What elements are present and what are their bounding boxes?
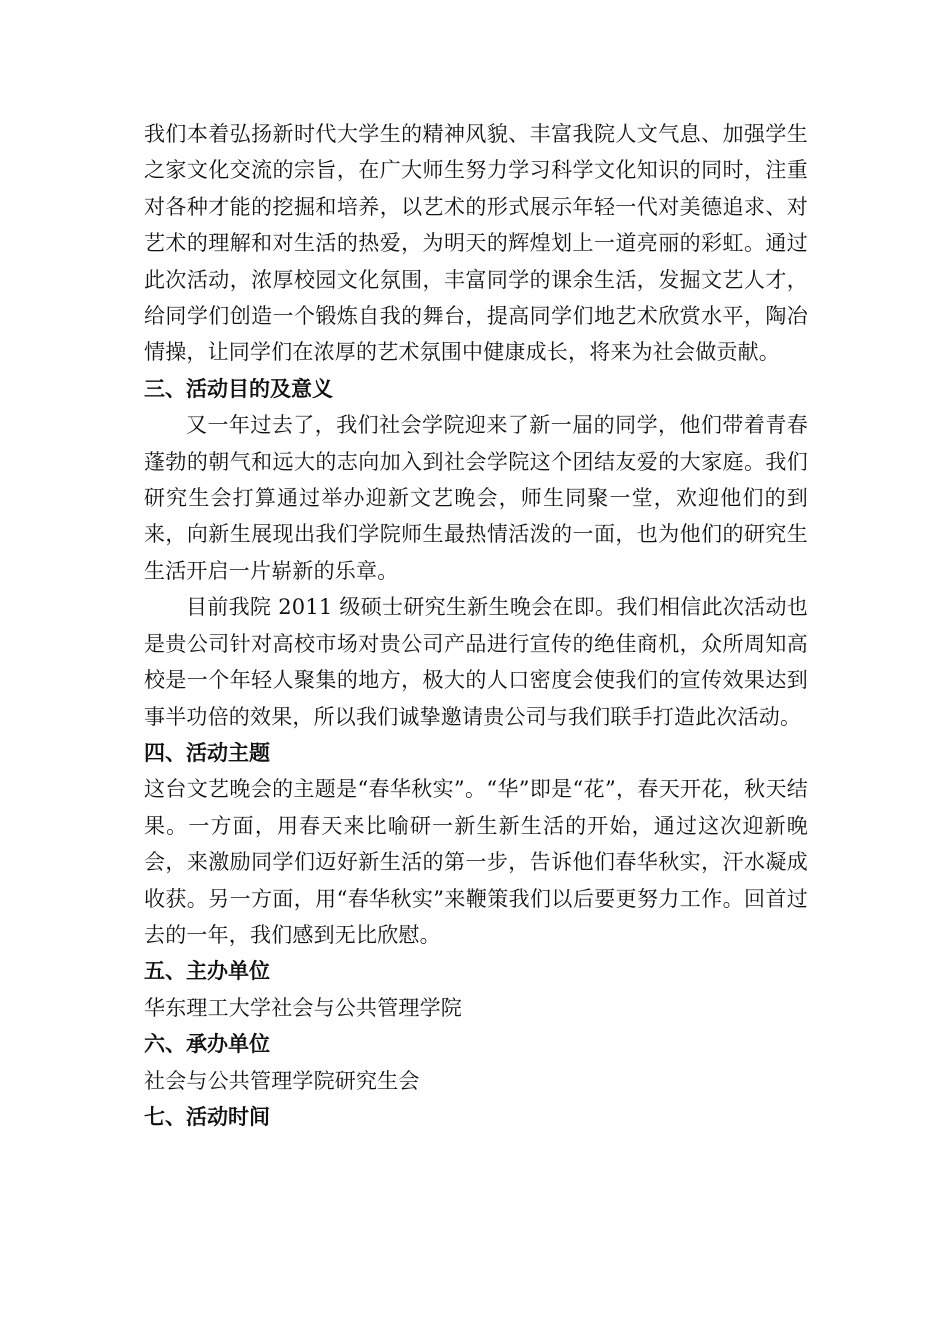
section-heading-purpose: 三、活动目的及意义 (144, 376, 333, 401)
section-heading-time: 七、活动时间 (144, 1104, 270, 1129)
section-heading-host: 六、承办单位 (144, 1032, 270, 1057)
section-heading-theme: 四、活动主题 (144, 740, 270, 765)
host-paragraph: 社会与公共管理学院研究生会 (144, 1068, 420, 1093)
theme-paragraph: 这台文艺晚会的主题是“春华秋实”。“华”即是“花”，春天开花，秋天结果。一方面，用春天来比喻研一新生新生活的开始，通过这次迎新晚会，来激励同学们迈好新生活的第一步，告诉他们春华秋实，汗水凝成收获。另一方面，用“春华秋实”来鞭策我们以后要更努力工作。回首过去的一年，我们感到无比欣慰。 (144, 777, 808, 947)
purpose-paragraph-1: 又一年过去了，我们社会学院迎来了新一届的同学，他们带着青春蓬勃的朝气和远大的志向加入到社会学院这个团结友爱的大家庭。我们研究生会打算通过举办迎新文艺晚会，师生同聚一堂，欢迎他们的到来，向新生展现出我们学院师生最热情活泼的一面，也为他们的研究生生活开启一片崭新的乐章。 (144, 413, 808, 583)
intro-paragraph: 我们本着弘扬新时代大学生的精神风貌、丰富我院人文气息、加强学生之家文化交流的宗旨，在广大师生努力学习科学文化知识的同时，注重对各种才能的挖掘和培养，以艺术的形式展示年轻一代对美德追求、对艺术的理解和对生活的热爱，为明天的辉煌划上一道亮丽的彩虹。通过此次活动，浓厚校园文化氛围，丰富同学的课余生活，发掘文艺人才，给同学们创造一个锻炼自我的舞台，提高同学们地艺术欣赏水平，陶冶情操，让同学们在浓厚的艺术氛围中健康成长，将来为社会做贡献。 (144, 122, 808, 365)
purpose-paragraph-2: 目前我院 2011 级硕士研究生新生晚会在即。我们相信此次活动也是贵公司针对高校市场对贵公司产品进行宣传的绝佳商机，众所周知高校是一个年轻人聚集的地方，极大的人口密度会使我们的宣传效果达到事半功倍的效果，所以我们诚挚邀请贵公司与我们联手打造此次活动。 (144, 595, 808, 729)
document-page (144, 116, 808, 1135)
organizer-paragraph: 华东理工大学社会与公共管理学院 (144, 995, 462, 1020)
section-heading-organizer: 五、主办单位 (144, 959, 270, 984)
